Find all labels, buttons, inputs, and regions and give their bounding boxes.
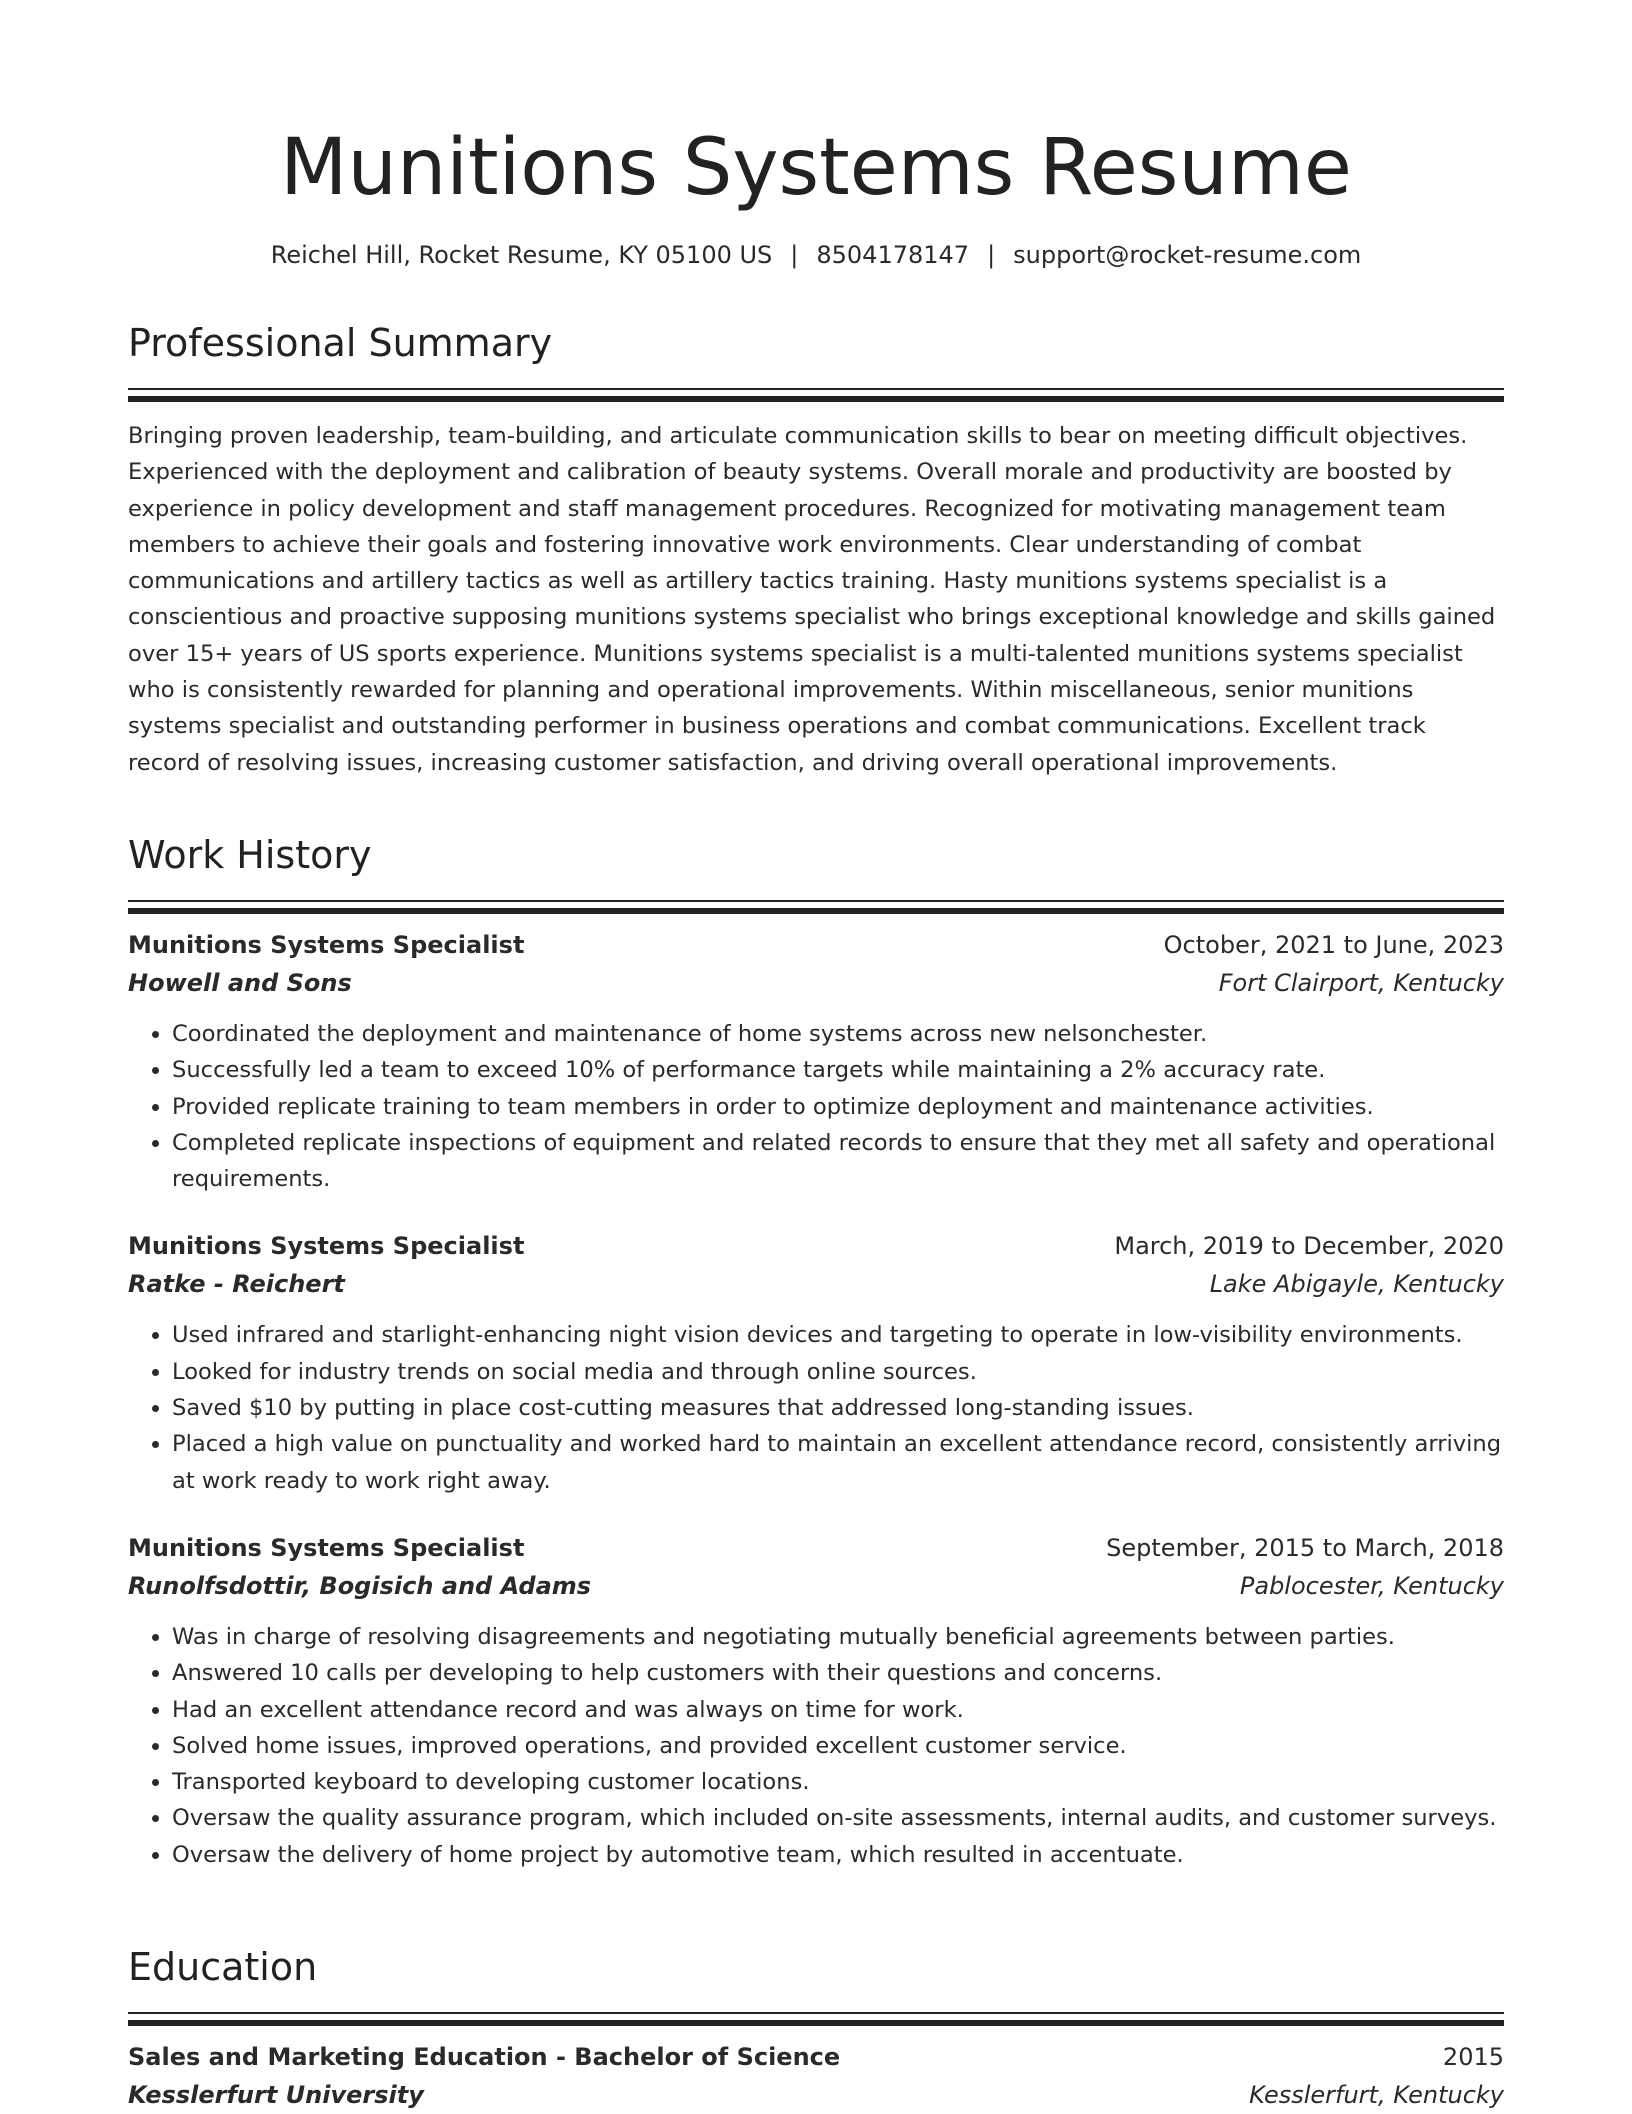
list-item: • Looked for industry trends on social media and through online sources. — [172, 1354, 1504, 1390]
list-item: • Oversaw the delivery of home project by automotive team, which resulted in accentuate. — [172, 1837, 1504, 1873]
contact-email: support@rocket-resume.com — [1013, 241, 1362, 269]
list-item: • Successfully led a team to exceed 10% of performance targets while maintaining a 2% accuracy rate. — [172, 1052, 1504, 1088]
contact-line — [128, 238, 1504, 272]
job-title: Munitions Systems Specialist — [128, 931, 525, 959]
education-degree: Sales and Marketing Education - Bachelor of Science — [128, 2043, 841, 2071]
section-heading-education: Education — [128, 1945, 318, 1989]
list-item: • Used infrared and starlight-enhancing night vision devices and targeting to operate in low-visibility environments. — [172, 1317, 1504, 1353]
list-item: • Answered 10 calls per developing to help customers with their questions and concerns. — [172, 1655, 1504, 1691]
resume-title: Munitions Systems Resume — [280, 123, 1352, 213]
job-bullets — [128, 1619, 1504, 1873]
contact-phone: 8504178147 — [816, 241, 970, 269]
section-heading-work: Work History — [128, 833, 372, 877]
job-dates: September, 2015 to March, 2018 — [1106, 1533, 1504, 1562]
professional-summary-section — [128, 318, 1504, 804]
job-title: Munitions Systems Specialist — [128, 1533, 525, 1562]
education-school: Kesslerfurt University — [128, 2081, 424, 2109]
job-location: Pablocester, Kentucky — [1239, 1571, 1504, 1600]
job-entry — [128, 1227, 1504, 1498]
section-heading-summary: Professional Summary — [128, 321, 553, 365]
education-location: Kesslerfurt, Kentucky — [1249, 2081, 1504, 2109]
job-entry — [128, 926, 1504, 1197]
list-item: • Provided replicate training to team members in order to optimize deployment and maintenance activities. — [172, 1089, 1504, 1125]
list-item: • Completed replicate inspections of equipment and related records to ensure that they met all safety and operational requirements. — [172, 1125, 1504, 1198]
job-title: Munitions Systems Specialist — [128, 1232, 525, 1261]
job-location: Lake Abigayle, Kentucky — [1209, 1270, 1504, 1299]
section-divider — [128, 388, 1504, 390]
list-item: • Oversaw the quality assurance program, which included on-site assessments, internal audits, and customer surveys. — [172, 1800, 1504, 1836]
list-item: • Coordinated the deployment and maintenance of home systems across new nelsonchester. — [172, 1016, 1504, 1052]
section-divider — [128, 900, 1504, 902]
education-section — [128, 1942, 1504, 2114]
resume-page — [128, 0, 1504, 2109]
job-entry — [128, 1529, 1504, 1873]
education-entry — [128, 2038, 1504, 2114]
job-bullets — [128, 1317, 1504, 1498]
work-history-section — [128, 830, 1504, 1873]
job-location: Fort Clairport, Kentucky — [1218, 969, 1504, 997]
job-company: Runolfsdottir, Bogisich and Adams — [128, 1571, 592, 1600]
list-item: • Solved home issues, improved operations, and provided excellent customer service. — [172, 1728, 1504, 1764]
job-dates: March, 2019 to December, 2020 — [1114, 1232, 1504, 1261]
summary-text: Bringing proven leadership, team-building, and articulate communication skills to bear on meeting difficult objectives. Experienced with the deployment and calibration of beauty systems. Overall morale and productivity are boosted by experience in policy development and staff management procedures. Recognized for motivating management team members to achieve their goals and fostering innovative work environments. Clear understanding of combat communications and artillery tactics as well as artillery tactics training. Hasty munitions systems specialist is a conscientious and proactive supposing munitions systems specialist who brings exceptional knowledge and skills gained over 15+ years of US sports experience. Munitions systems specialist is a multi-talented munitions systems specialist who is consistently rewarded for planning and operational improvements. Within miscellaneous, senior munitions systems specialist and outstanding performer in business operations and combat communications. Excellent track record of resolving issues, increasing customer satisfaction, and driving overall operational improvements. — [128, 423, 1496, 776]
contact-address: Reichel Hill, Rocket Resume, KY 05100 US — [270, 241, 773, 269]
list-item: • Transported keyboard to developing customer locations. — [172, 1764, 1504, 1800]
list-item: • Was in charge of resolving disagreements and negotiating mutually beneficial agreements between parties. — [172, 1619, 1504, 1655]
contact-separator: | — [987, 241, 996, 269]
education-year: 2015 — [1442, 2043, 1504, 2071]
job-dates: October, 2021 to June, 2023 — [1163, 931, 1504, 959]
job-company: Ratke - Reichert — [128, 1270, 345, 1299]
job-bullets — [128, 1016, 1504, 1197]
contact-separator: | — [790, 241, 799, 269]
list-item: • Saved $10 by putting in place cost-cutting measures that addressed long-standing issues. — [172, 1390, 1504, 1426]
list-item: • Placed a high value on punctuality and worked hard to maintain an excellent attendance record, consistently arriving at work ready to work right away. — [172, 1426, 1504, 1499]
section-divider — [128, 2012, 1504, 2014]
list-item: • Had an excellent attendance record and was always on time for work. — [172, 1692, 1504, 1728]
job-company: Howell and Sons — [128, 969, 352, 997]
